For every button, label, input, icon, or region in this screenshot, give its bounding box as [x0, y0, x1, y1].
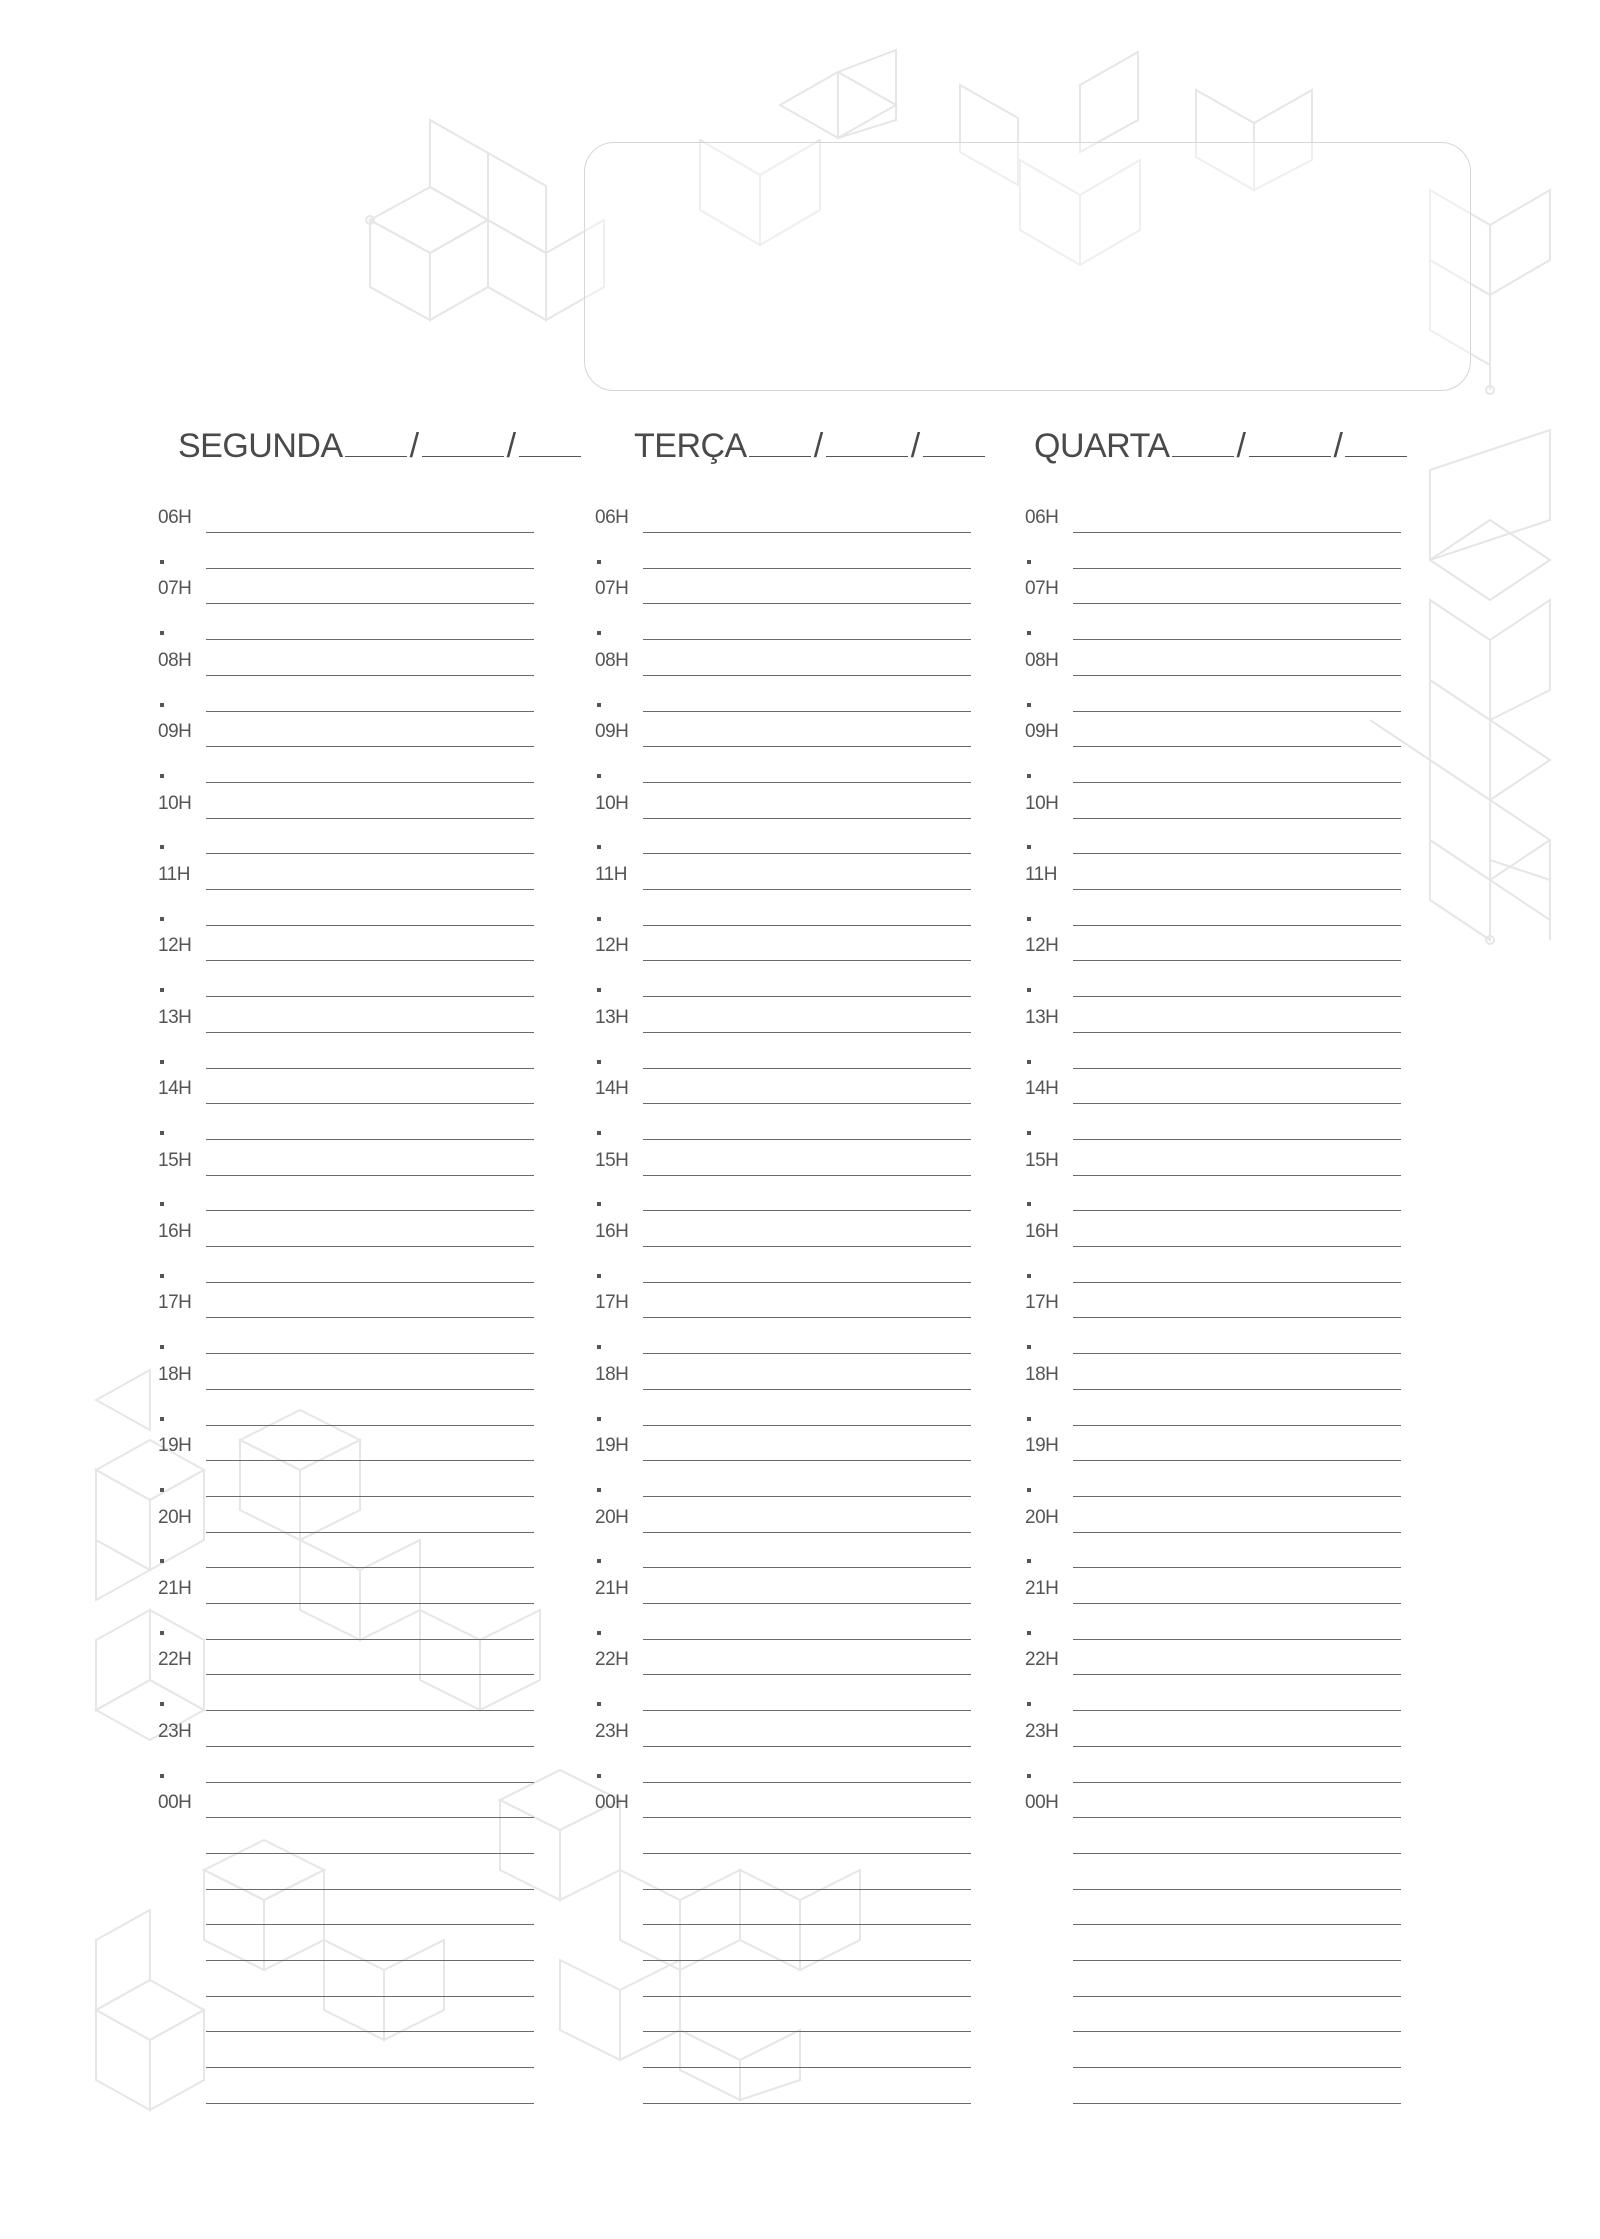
- half-hour-row: [1025, 1318, 1401, 1354]
- half-hour-row: [158, 533, 534, 569]
- half-hour-row: [595, 1390, 971, 1426]
- half-hour-row: [1025, 533, 1401, 569]
- half-hour-marker: [597, 1631, 601, 1635]
- hour-row: [158, 497, 534, 533]
- hour-row: [158, 1639, 534, 1675]
- hour-row: [158, 1211, 534, 1247]
- half-hour-marker: [597, 703, 601, 707]
- year-blank[interactable]: [923, 455, 985, 457]
- hour-label: 08H: [595, 649, 629, 671]
- hour-row: [595, 854, 971, 890]
- hour-row: [595, 1211, 971, 1247]
- hour-label: 15H: [158, 1149, 192, 1171]
- hour-label: 17H: [1025, 1292, 1059, 1314]
- hour-label: 22H: [1025, 1649, 1059, 1671]
- half-hour-row: [1025, 890, 1401, 926]
- hour-label: 16H: [1025, 1221, 1059, 1242]
- hour-row: [158, 925, 534, 961]
- hour-row: [1025, 997, 1401, 1033]
- hour-label: 21H: [595, 1578, 629, 1599]
- notes-row: [595, 1889, 971, 1925]
- half-hour-row: [158, 604, 534, 640]
- half-hour-row: [158, 1104, 534, 1140]
- half-hour-marker: [597, 988, 601, 992]
- hour-label: 16H: [158, 1221, 192, 1242]
- half-hour-marker: [597, 631, 601, 635]
- notes-row: [595, 1996, 971, 2032]
- hour-label: 17H: [595, 1292, 629, 1314]
- year-blank[interactable]: [519, 455, 581, 457]
- half-hour-marker: [160, 1202, 164, 1206]
- month-blank[interactable]: [422, 455, 504, 457]
- hour-row: [595, 1354, 971, 1390]
- half-hour-marker: [160, 774, 164, 778]
- notes-row: [1025, 2032, 1401, 2068]
- half-hour-marker: [1027, 845, 1031, 849]
- half-hour-row: [1025, 1532, 1401, 1568]
- notes-row: [595, 2068, 971, 2104]
- half-hour-marker: [1027, 988, 1031, 992]
- hour-label: 08H: [1025, 649, 1059, 671]
- hour-label: 20H: [158, 1506, 192, 1528]
- hour-row: [595, 1282, 971, 1318]
- hour-label: 14H: [158, 1078, 192, 1100]
- hour-label: 07H: [158, 578, 192, 600]
- half-hour-row: [1025, 1104, 1401, 1140]
- half-hour-row: [158, 1247, 534, 1283]
- hour-label: 23H: [1025, 1720, 1059, 1742]
- half-hour-row: [595, 1104, 971, 1140]
- hour-row: [158, 1354, 534, 1390]
- hour-label: 20H: [1025, 1506, 1059, 1528]
- half-hour-row: [1025, 1390, 1401, 1426]
- half-hour-row: [1025, 961, 1401, 997]
- half-hour-row: [595, 676, 971, 712]
- half-hour-row: [158, 676, 534, 712]
- writing-line[interactable]: [643, 2103, 971, 2104]
- notes-row: [158, 1889, 534, 1925]
- half-hour-row: [595, 747, 971, 783]
- hour-row: [158, 711, 534, 747]
- date-separator: /: [409, 427, 419, 465]
- date-separator: /: [1333, 427, 1343, 465]
- day-blank[interactable]: [1172, 455, 1234, 457]
- day-header-2: [1034, 427, 1409, 466]
- half-hour-marker: [160, 1417, 164, 1421]
- notes-row: [595, 1925, 971, 1961]
- half-hour-marker: [597, 1274, 601, 1278]
- half-hour-marker: [160, 631, 164, 635]
- half-hour-marker: [160, 1274, 164, 1278]
- hour-label: 13H: [1025, 1006, 1059, 1028]
- hour-label: 22H: [595, 1649, 629, 1671]
- hour-row: [1025, 854, 1401, 890]
- hour-row: [158, 1782, 534, 1818]
- hour-label: 14H: [1025, 1078, 1059, 1100]
- half-hour-marker: [1027, 1774, 1031, 1778]
- half-hour-row: [595, 533, 971, 569]
- half-hour-row: [158, 1532, 534, 1568]
- half-hour-marker: [160, 1060, 164, 1064]
- hour-label: 19H: [1025, 1435, 1059, 1457]
- half-hour-marker: [597, 560, 601, 564]
- hour-row: [1025, 1211, 1401, 1247]
- half-hour-row: [158, 747, 534, 783]
- hour-label: 11H: [595, 864, 627, 885]
- hour-row: [1025, 1497, 1401, 1533]
- hour-row: [1025, 925, 1401, 961]
- half-hour-row: [595, 1675, 971, 1711]
- half-hour-row: [595, 1247, 971, 1283]
- half-hour-row: [595, 1175, 971, 1211]
- half-hour-row: [158, 1604, 534, 1640]
- hour-label: 22H: [158, 1649, 192, 1671]
- hour-row: [1025, 1140, 1401, 1176]
- half-hour-marker: [597, 1345, 601, 1349]
- notes-row: [158, 1818, 534, 1854]
- half-hour-row: [1025, 1675, 1401, 1711]
- hour-row: [595, 640, 971, 676]
- hour-row: [1025, 1282, 1401, 1318]
- hour-row: [595, 1068, 971, 1104]
- hour-row: [595, 925, 971, 961]
- half-hour-row: [158, 1390, 534, 1426]
- half-hour-row: [158, 1033, 534, 1069]
- hour-row: [158, 1140, 534, 1176]
- half-hour-marker: [160, 1131, 164, 1135]
- notes-row: [158, 1925, 534, 1961]
- hour-label: 09H: [158, 721, 192, 743]
- notes-row: [1025, 1889, 1401, 1925]
- hour-label: 07H: [1025, 578, 1059, 600]
- year-blank[interactable]: [1345, 455, 1407, 457]
- hour-label: 13H: [595, 1006, 629, 1028]
- half-hour-row: [595, 604, 971, 640]
- half-hour-marker: [160, 1488, 164, 1492]
- hour-label: 15H: [1025, 1149, 1059, 1171]
- hour-row: [595, 1140, 971, 1176]
- hour-label: 18H: [1025, 1363, 1059, 1385]
- half-hour-marker: [597, 1131, 601, 1135]
- hour-label: 11H: [158, 864, 190, 885]
- hour-label: 23H: [595, 1720, 629, 1742]
- notes-row: [1025, 1818, 1401, 1854]
- hour-row: [158, 1711, 534, 1747]
- half-hour-row: [1025, 1461, 1401, 1497]
- notes-row: [158, 1854, 534, 1890]
- hour-row: [158, 997, 534, 1033]
- notes-row: [1025, 1854, 1401, 1890]
- half-hour-marker: [160, 917, 164, 921]
- half-hour-marker: [597, 1488, 601, 1492]
- hour-label: 18H: [595, 1363, 629, 1385]
- half-hour-row: [158, 1175, 534, 1211]
- day-name: SEGUNDA: [178, 427, 343, 465]
- hour-row: [158, 1068, 534, 1104]
- half-hour-row: [158, 1318, 534, 1354]
- half-hour-row: [595, 1318, 971, 1354]
- hour-label: 11H: [1025, 864, 1057, 885]
- half-hour-marker: [1027, 631, 1031, 635]
- hour-row: [158, 783, 534, 819]
- half-hour-marker: [160, 560, 164, 564]
- hour-row: [595, 1639, 971, 1675]
- half-hour-row: [1025, 1033, 1401, 1069]
- notes-row: [1025, 2068, 1401, 2104]
- half-hour-row: [595, 1461, 971, 1497]
- hour-row: [595, 1568, 971, 1604]
- half-hour-marker: [597, 845, 601, 849]
- half-hour-marker: [1027, 1559, 1031, 1563]
- day-name: TERÇA: [634, 427, 747, 465]
- hour-row: [1025, 711, 1401, 747]
- notes-row: [1025, 1961, 1401, 1997]
- notes-row: [158, 1996, 534, 2032]
- hour-label: 19H: [595, 1435, 629, 1457]
- half-hour-row: [595, 961, 971, 997]
- half-hour-row: [595, 890, 971, 926]
- notes-row: [595, 1961, 971, 1997]
- half-hour-marker: [1027, 1202, 1031, 1206]
- half-hour-marker: [160, 1631, 164, 1635]
- half-hour-row: [1025, 1604, 1401, 1640]
- half-hour-row: [158, 1675, 534, 1711]
- hour-label: 09H: [1025, 721, 1059, 743]
- notes-row: [158, 1961, 534, 1997]
- hour-row: [1025, 1425, 1401, 1461]
- hour-label: 00H: [1025, 1792, 1059, 1814]
- notes-row: [158, 2032, 534, 2068]
- half-hour-row: [595, 1033, 971, 1069]
- notes-row: [595, 1854, 971, 1890]
- half-hour-marker: [160, 1559, 164, 1563]
- half-hour-marker: [160, 845, 164, 849]
- hour-row: [1025, 1711, 1401, 1747]
- hour-label: 08H: [158, 649, 192, 671]
- half-hour-row: [1025, 676, 1401, 712]
- half-hour-marker: [1027, 1631, 1031, 1635]
- day-blank[interactable]: [749, 455, 811, 457]
- notes-row: [595, 1818, 971, 1854]
- half-hour-marker: [1027, 1488, 1031, 1492]
- half-hour-marker: [1027, 917, 1031, 921]
- hour-row: [595, 497, 971, 533]
- day-name: QUARTA: [1034, 427, 1170, 465]
- hour-label: 16H: [595, 1221, 629, 1242]
- hour-label: 06H: [595, 507, 629, 528]
- half-hour-marker: [160, 1345, 164, 1349]
- hour-label: 10H: [158, 792, 192, 814]
- half-hour-row: [595, 1532, 971, 1568]
- half-hour-marker: [1027, 703, 1031, 707]
- half-hour-marker: [1027, 1274, 1031, 1278]
- hour-row: [595, 1711, 971, 1747]
- half-hour-marker: [1027, 1060, 1031, 1064]
- hour-row: [158, 640, 534, 676]
- half-hour-marker: [597, 1702, 601, 1706]
- half-hour-marker: [597, 1559, 601, 1563]
- hour-label: 19H: [158, 1435, 192, 1457]
- half-hour-row: [158, 1747, 534, 1783]
- hour-label: 18H: [158, 1363, 192, 1385]
- hour-label: 07H: [595, 578, 629, 600]
- half-hour-row: [158, 818, 534, 854]
- hour-label: 14H: [595, 1078, 629, 1100]
- notes-row: [1025, 1996, 1401, 2032]
- month-blank[interactable]: [826, 455, 908, 457]
- half-hour-row: [1025, 1747, 1401, 1783]
- hour-label: 00H: [595, 1792, 629, 1814]
- hour-label: 06H: [158, 507, 192, 528]
- half-hour-marker: [160, 1702, 164, 1706]
- half-hour-marker: [597, 917, 601, 921]
- hour-row: [595, 783, 971, 819]
- hour-label: 12H: [595, 935, 629, 957]
- hour-label: 10H: [595, 792, 629, 814]
- half-hour-marker: [160, 1774, 164, 1778]
- half-hour-marker: [1027, 1345, 1031, 1349]
- half-hour-marker: [597, 1774, 601, 1778]
- hour-row: [595, 1497, 971, 1533]
- hour-row: [595, 568, 971, 604]
- hour-row: [595, 1425, 971, 1461]
- half-hour-row: [158, 961, 534, 997]
- hour-label: 20H: [595, 1506, 629, 1528]
- hour-row: [1025, 497, 1401, 533]
- half-hour-row: [158, 890, 534, 926]
- hour-row: [158, 1568, 534, 1604]
- half-hour-row: [158, 1461, 534, 1497]
- month-blank[interactable]: [1249, 455, 1331, 457]
- hour-row: [158, 854, 534, 890]
- half-hour-marker: [1027, 774, 1031, 778]
- title-box[interactable]: [584, 142, 1471, 391]
- hour-label: 21H: [1025, 1578, 1059, 1599]
- hour-row: [158, 1425, 534, 1461]
- hour-row: [1025, 1639, 1401, 1675]
- hour-row: [158, 1282, 534, 1318]
- hour-label: 23H: [158, 1720, 192, 1742]
- hour-row: [1025, 1354, 1401, 1390]
- date-separator: /: [506, 427, 516, 465]
- notes-row: [1025, 1925, 1401, 1961]
- half-hour-marker: [597, 1417, 601, 1421]
- hour-row: [595, 997, 971, 1033]
- hour-row: [1025, 1782, 1401, 1818]
- half-hour-marker: [597, 1202, 601, 1206]
- hour-label: 12H: [158, 935, 192, 957]
- hour-label: 13H: [158, 1006, 192, 1028]
- hour-label: 15H: [595, 1149, 629, 1171]
- date-separator: /: [910, 427, 920, 465]
- hour-label: 21H: [158, 1578, 192, 1599]
- writing-line[interactable]: [206, 2103, 534, 2104]
- half-hour-row: [1025, 1247, 1401, 1283]
- hour-label: 06H: [1025, 507, 1059, 528]
- hour-row: [158, 1497, 534, 1533]
- hour-label: 17H: [158, 1292, 192, 1314]
- half-hour-row: [1025, 1175, 1401, 1211]
- half-hour-row: [1025, 747, 1401, 783]
- hour-row: [1025, 640, 1401, 676]
- date-separator: /: [1236, 427, 1246, 465]
- hour-label: 10H: [1025, 792, 1059, 814]
- half-hour-row: [595, 818, 971, 854]
- half-hour-marker: [160, 988, 164, 992]
- half-hour-marker: [597, 1060, 601, 1064]
- day-blank[interactable]: [345, 455, 407, 457]
- half-hour-marker: [160, 703, 164, 707]
- hour-row: [595, 711, 971, 747]
- hour-label: 12H: [1025, 935, 1059, 957]
- hour-row: [1025, 568, 1401, 604]
- half-hour-marker: [1027, 1131, 1031, 1135]
- day-header-0: [178, 427, 583, 466]
- half-hour-row: [1025, 604, 1401, 640]
- half-hour-row: [1025, 818, 1401, 854]
- half-hour-marker: [1027, 1417, 1031, 1421]
- notes-row: [595, 2032, 971, 2068]
- half-hour-marker: [597, 774, 601, 778]
- notes-row: [158, 2068, 534, 2104]
- hour-row: [1025, 1568, 1401, 1604]
- date-separator: /: [813, 427, 823, 465]
- writing-line[interactable]: [1073, 2103, 1401, 2104]
- hour-row: [158, 568, 534, 604]
- hour-row: [1025, 783, 1401, 819]
- half-hour-marker: [1027, 1702, 1031, 1706]
- hour-label: 00H: [158, 1792, 192, 1814]
- half-hour-row: [595, 1747, 971, 1783]
- half-hour-marker: [1027, 560, 1031, 564]
- half-hour-row: [595, 1604, 971, 1640]
- hour-row: [1025, 1068, 1401, 1104]
- hour-row: [595, 1782, 971, 1818]
- day-header-1: [634, 427, 987, 466]
- hour-label: 09H: [595, 721, 629, 743]
